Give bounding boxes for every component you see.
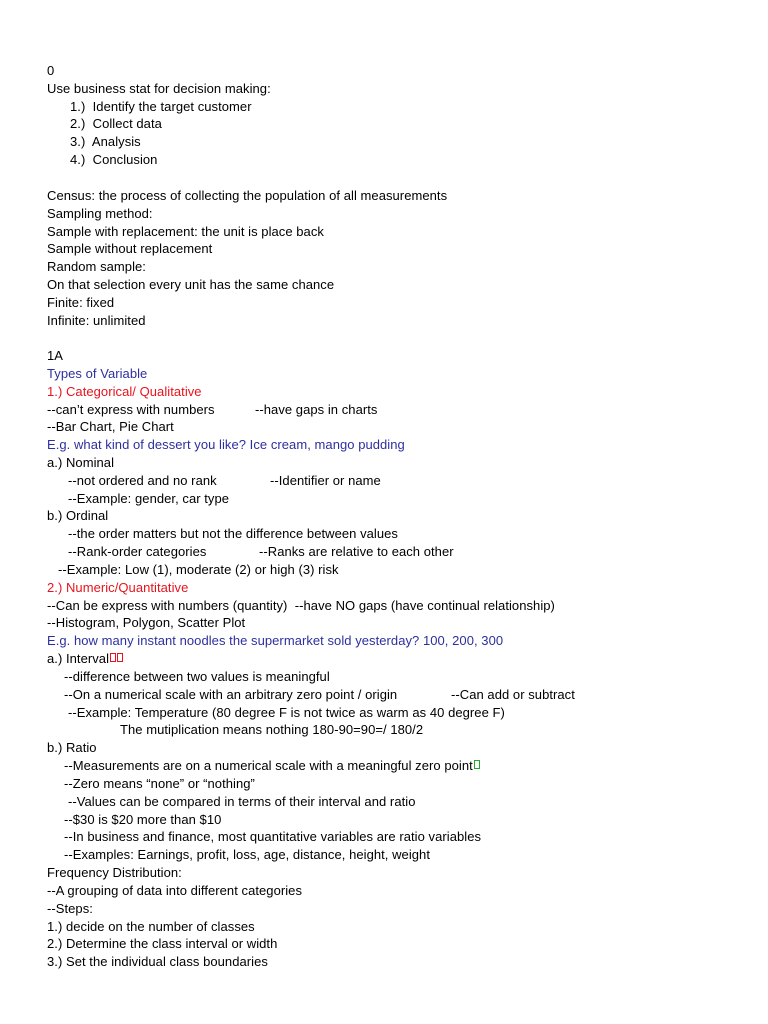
note-line: --Example: gender, car type — [68, 491, 230, 506]
definition-line: Sample without replacement — [47, 241, 213, 256]
note-line: --Steps: — [47, 901, 93, 916]
comment-marker-icon — [110, 653, 116, 662]
subsection-label: b.) Ratio — [47, 740, 97, 755]
note-line: --On a numerical scale with an arbitrary zero point / origin — [64, 687, 398, 702]
note-line: --Example: Low (1), moderate (2) or high (3) risk — [58, 562, 339, 577]
definition-line: Infinite: unlimited — [47, 313, 146, 328]
note-line: --A grouping of data into different categories — [47, 883, 302, 898]
page-number: 0 — [47, 63, 55, 78]
note-line: --Can be express with numbers (quantity) --have NO gaps (have continual relationship) — [47, 598, 555, 613]
note-line: --Identifier or name — [270, 473, 381, 488]
note-line: --Histogram, Polygon, Scatter Plot — [47, 615, 246, 630]
section-heading: Types of Variable — [47, 366, 148, 381]
subsection-heading: 1.) Categorical/ Qualitative — [47, 384, 202, 399]
note-line-text: --Measurements are on a numerical scale with a meaningful zero point — [64, 758, 473, 773]
note-line: --Bar Chart, Pie Chart — [47, 419, 174, 434]
comment-marker-icon — [117, 653, 123, 662]
definition-line: Finite: fixed — [47, 295, 115, 310]
note-line: --have gaps in charts — [255, 402, 378, 417]
note-line: --not ordered and no rank — [68, 473, 217, 488]
definition-line: On that selection every unit has the same chance — [47, 277, 335, 292]
list-item: 4.) Conclusion — [70, 152, 158, 167]
note-line — [64, 757, 480, 775]
definition-line: Random sample: — [47, 259, 146, 274]
list-item: 2.) Collect data — [70, 116, 162, 131]
note-line: The mutiplication means nothing 180-90=90=/ 180/2 — [120, 722, 424, 737]
note-line: --Example: Temperature (80 degree F is not twice as warm as 40 degree F) — [68, 705, 505, 720]
note-line: --Rank-order categories — [68, 544, 207, 559]
subsection-label: a.) Nominal — [47, 455, 115, 470]
definition-line: Sampling method: — [47, 206, 153, 221]
note-line: --$30 is $20 more than $10 — [64, 812, 222, 827]
note-line: --difference between two values is meaningful — [64, 669, 330, 684]
list-item: 2.) Determine the class interval or width — [47, 936, 278, 951]
section-title: Use business stat for decision making: — [47, 81, 271, 96]
comment-marker-icon — [474, 760, 480, 769]
list-item: 1.) Identify the target customer — [70, 99, 252, 114]
example-line: E.g. what kind of dessert you like? Ice cream, mango pudding — [47, 437, 405, 452]
subsection-label: b.) Ordinal — [47, 508, 109, 523]
list-item: 1.) decide on the number of classes — [47, 919, 255, 934]
note-line: --Examples: Earnings, profit, loss, age, distance, height, weight — [64, 847, 430, 862]
note-line: --Ranks are relative to each other — [259, 544, 454, 559]
example-line: E.g. how many instant noodles the supermarket sold yesterday? 100, 200, 300 — [47, 633, 504, 648]
section-number: 1A — [47, 348, 64, 363]
definition-line: Census: the process of collecting the population of all measurements — [47, 188, 448, 203]
subsection-label-text: a.) Interval — [47, 651, 110, 666]
list-item: 3.) Set the individual class boundaries — [47, 954, 268, 969]
subsection-label — [47, 650, 123, 668]
note-line: --Can add or subtract — [451, 687, 575, 702]
note-line: --Values can be compared in terms of their interval and ratio — [68, 794, 416, 809]
note-line: --Zero means “none” or “nothing” — [64, 776, 255, 791]
definition-line: Sample with replacement: the unit is place back — [47, 224, 324, 239]
section-title: Frequency Distribution: — [47, 865, 182, 880]
note-line: --can’t express with numbers — [47, 402, 215, 417]
note-line: --In business and finance, most quantitative variables are ratio variables — [64, 829, 482, 844]
list-item: 3.) Analysis — [70, 134, 141, 149]
subsection-heading: 2.) Numeric/Quantitative — [47, 580, 189, 595]
note-line: --the order matters but not the difference between values — [68, 526, 398, 541]
